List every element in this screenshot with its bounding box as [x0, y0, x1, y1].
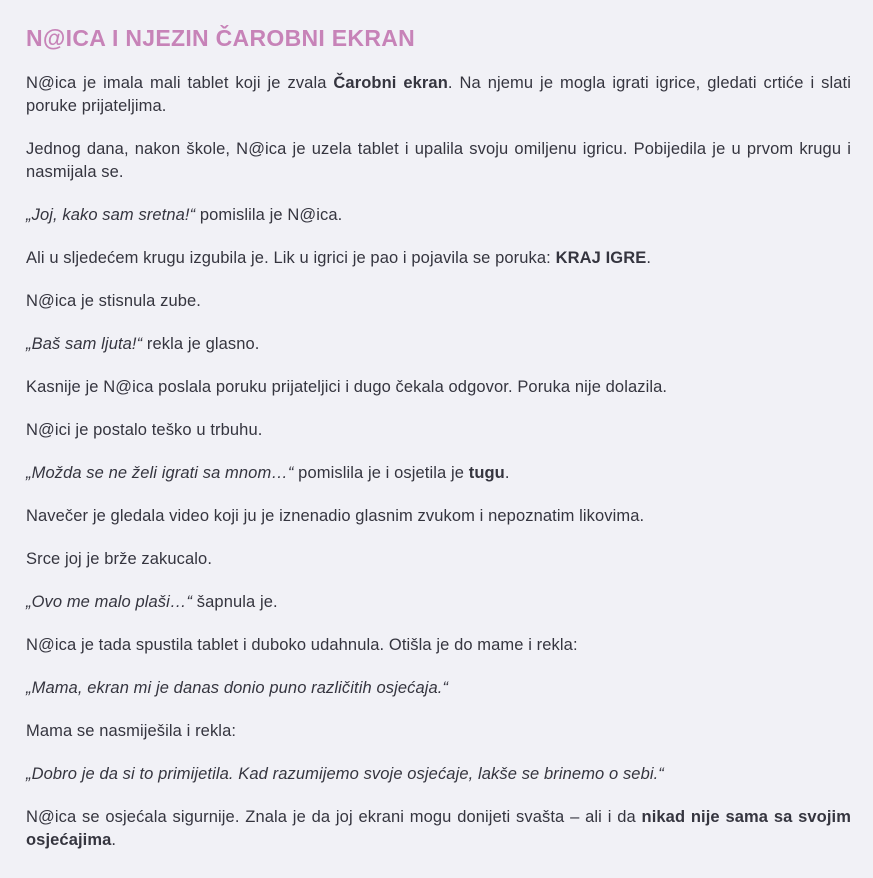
text-segment: Mama se nasmiješila i rekla: [26, 722, 237, 740]
text-segment: N@ica je imala mali tablet koji je zvala [26, 74, 334, 92]
text-segment: N@ica je tada spustila tablet i duboko udahnula. Otišla je do mame i rekla: [26, 636, 578, 654]
page-title: N@ICA I NJEZIN ČAROBNI EKRAN [26, 25, 416, 51]
text-segment: . [111, 831, 117, 849]
italic-quote: „Dobro je da si to primijetila. Kad razumijemo svoje osjećaje, lakše se brinemo o sebi.“ [26, 765, 664, 783]
text-segment: Navečer je gledala video koji ju je iznenadio glasnim zvukom i nepoznatim likovima. [26, 507, 645, 525]
story-body [26, 72, 851, 852]
story-paragraph [26, 548, 851, 571]
story-paragraph [26, 138, 851, 184]
story-paragraph [26, 720, 851, 743]
story-paragraph [26, 677, 851, 700]
italic-quote: „Ovo me malo plaši…“ [26, 593, 193, 611]
story-paragraph [26, 419, 851, 442]
text-segment: . [504, 464, 510, 482]
text-segment: N@ici je postalo teško u trbuhu. [26, 421, 263, 439]
story-paragraph [26, 376, 851, 399]
text-segment: Jednog dana, nakon škole, N@ica je uzela tablet i upalila svoju omiljenu igricu. Pobijedila je u prvom krugu i nasmijala se. [26, 140, 851, 181]
text-segment: N@ica se osjećala sigurnije. Znala je da joj ekrani mogu donijeti svašta – ali i da [26, 808, 642, 826]
text-segment: rekla je glasno. [142, 335, 260, 353]
story-paragraph [26, 247, 851, 270]
story-paragraph [26, 72, 851, 118]
story-paragraph [26, 333, 851, 356]
text-segment: Kasnije je N@ica poslala poruku prijateljici i dugo čekala odgovor. Poruka nije dolazila. [26, 378, 668, 396]
bold-text: KRAJ IGRE [555, 249, 647, 267]
text-segment: . Na njemu je mogla igrati igrice, gledati crtiće i slati poruke prijateljima. [26, 74, 851, 115]
bold-text: Čarobni ekran [333, 74, 448, 92]
bold-text: tugu [468, 464, 505, 482]
story-paragraph [26, 204, 851, 227]
text-segment: Ali u sljedećem krugu izgubila je. Lik u igrici je pao i pojavila se poruka: [26, 249, 556, 267]
story-paragraph [26, 290, 851, 313]
text-segment: Srce joj je brže zakucalo. [26, 550, 213, 568]
italic-quote: „Možda se ne želi igrati sa mnom…“ [26, 464, 294, 482]
text-segment: N@ica je stisnula zube. [26, 292, 201, 310]
text-segment: šapnula je. [192, 593, 278, 611]
story-paragraph [26, 634, 851, 657]
text-segment: pomislila je N@ica. [195, 206, 343, 224]
italic-quote: „Joj, kako sam sretna!“ [26, 206, 196, 224]
text-segment: pomislila je i osjetila je [293, 464, 469, 482]
story-paragraph [26, 806, 851, 852]
italic-quote: „Baš sam ljuta!“ [26, 335, 143, 353]
text-segment: . [646, 249, 651, 267]
story-paragraph [26, 462, 851, 485]
italic-quote: „Mama, ekran mi je danas donio puno različitih osjećaja.“ [26, 679, 449, 697]
bold-text: nikad nije sama sa svojim osjećajima [26, 808, 851, 849]
story-paragraph [26, 763, 851, 786]
story-paragraph [26, 505, 851, 528]
story-paragraph [26, 591, 851, 614]
